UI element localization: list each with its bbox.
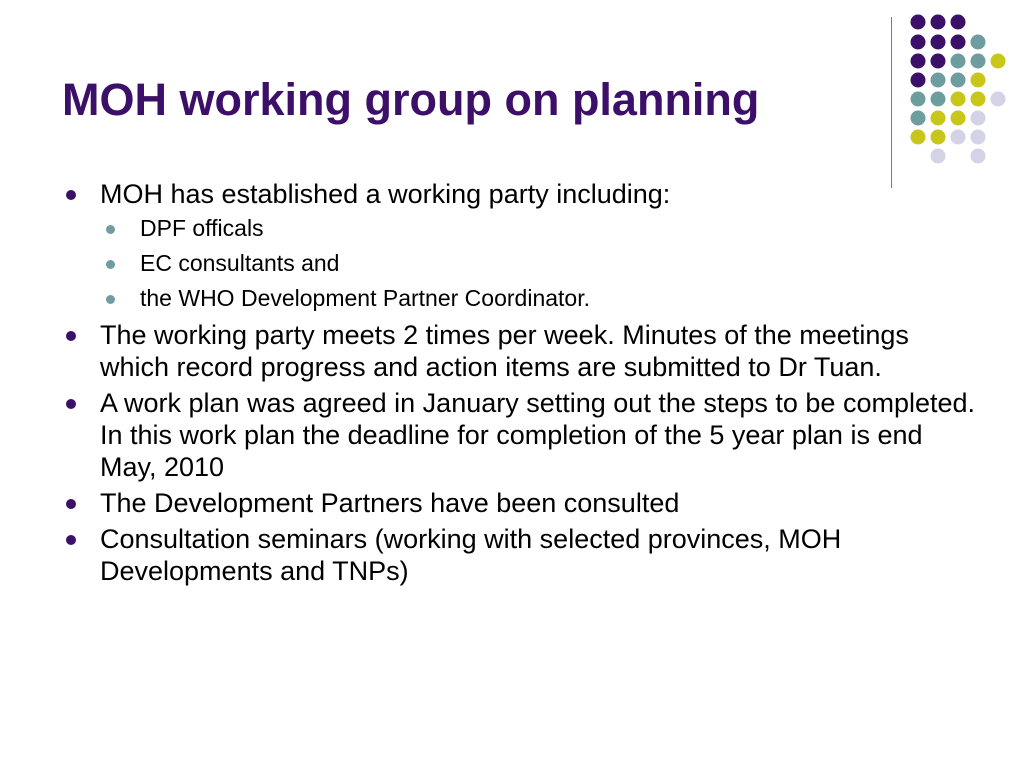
decorative-dot — [971, 111, 986, 126]
bullet-text: MOH has established a working party including: — [100, 179, 671, 209]
decorative-dot — [971, 73, 986, 88]
sub-bullet-list — [62, 214, 982, 312]
decorative-dot — [931, 54, 946, 69]
sub-bullet-marker — [106, 260, 115, 269]
decorative-dot — [951, 35, 966, 50]
decorative-dot — [971, 54, 986, 69]
bullet-text: The Development Partners have been consulted — [100, 488, 680, 518]
bullet-marker — [66, 399, 76, 409]
sub-bullet-text: DPF officals — [140, 215, 264, 241]
sub-bullet-item — [62, 214, 982, 242]
decorative-dot — [971, 149, 986, 164]
bullet-text: The working party meets 2 times per week. Minutes of the meetings which record progress and action items are submitted to Dr Tuan. — [100, 320, 909, 382]
sub-bullet-item — [62, 284, 982, 312]
sub-bullet-text: EC consultants and — [140, 250, 340, 276]
decorative-dot — [931, 15, 946, 30]
slide-body — [62, 178, 982, 591]
bullet-marker — [66, 499, 76, 509]
decorative-dot — [911, 111, 926, 126]
bullet-item — [62, 523, 982, 587]
decorative-dot — [971, 130, 986, 145]
decorative-dot — [911, 54, 926, 69]
bullet-text: Consultation seminars (working with selected provinces, MOH Developments and TNPs) — [100, 524, 842, 586]
decorative-dot — [951, 111, 966, 126]
decorative-dot — [931, 149, 946, 164]
decorative-dot — [951, 92, 966, 107]
decorative-dot — [911, 92, 926, 107]
decorative-dot — [951, 130, 966, 145]
sub-bullet-marker — [106, 295, 115, 304]
decorative-dot — [931, 111, 946, 126]
bullet-item — [62, 319, 982, 383]
decorative-dot-grid — [0, 0, 1024, 200]
decorative-dot — [931, 130, 946, 145]
decorative-dot — [911, 35, 926, 50]
decorative-dot — [931, 35, 946, 50]
bullet-marker — [66, 190, 76, 200]
bullet-item — [62, 387, 982, 483]
sub-bullet-text: the WHO Development Partner Coordinator. — [140, 285, 590, 311]
decorative-dot — [931, 73, 946, 88]
bullet-text: A work plan was agreed in January setting out the steps to be completed. In this work plan the deadline for completion of the 5 year plan is end May, 2010 — [100, 388, 976, 482]
dot-grid-group — [911, 15, 1006, 164]
sub-bullet-marker — [106, 225, 115, 234]
decorative-dot — [951, 73, 966, 88]
decorative-dot — [911, 130, 926, 145]
bullet-item — [62, 487, 982, 519]
bullet-marker — [66, 331, 76, 341]
slide-title: MOH working group on planning — [62, 74, 760, 125]
decorative-dot — [931, 92, 946, 107]
decorative-dot — [971, 35, 986, 50]
sub-bullet-item — [62, 249, 982, 277]
decorative-dot — [911, 15, 926, 30]
decorative-dot — [951, 15, 966, 30]
decorative-dot — [971, 92, 986, 107]
bullet-marker — [66, 535, 76, 545]
decorative-dot — [951, 54, 966, 69]
decorative-dot — [911, 73, 926, 88]
decorative-dot — [991, 92, 1006, 107]
decorative-dot — [991, 54, 1006, 69]
bullet-item — [62, 178, 982, 210]
